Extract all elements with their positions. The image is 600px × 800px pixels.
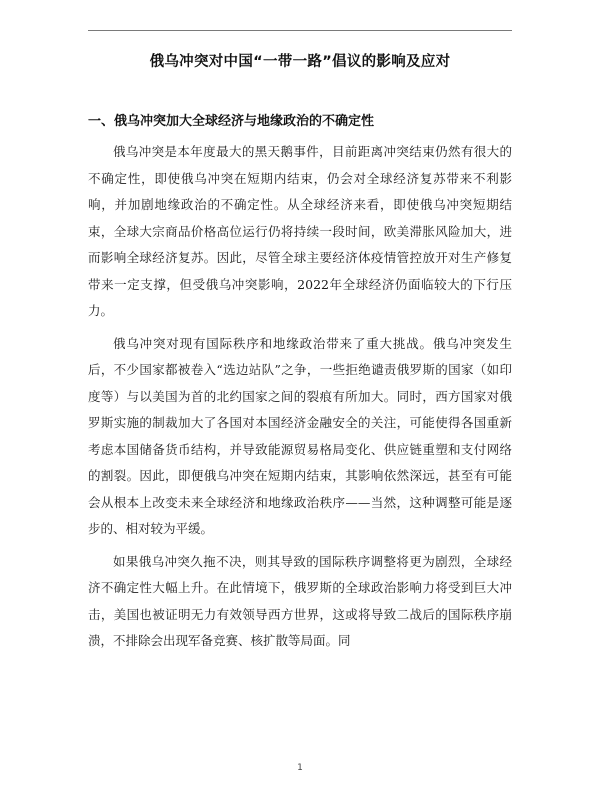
section-heading: 一、俄乌冲突加大全球经济与地缘政治的不确定性 xyxy=(88,114,375,129)
document-page xyxy=(88,52,512,655)
document-title: 俄乌冲突对中国“一带一路”倡议的影响及应对 xyxy=(149,54,451,70)
body-paragraph-1: 俄乌冲突是本年度最大的黑天鹅事件，目前距离冲突结束仍然有很大的不确定性，即使俄乌冲突在短期内结束，仍会对全球经济复苏带来不利影响，并加剧地缘政治的不确定性。从全球经济来看，即使俄乌冲突短期结束，全球大宗商品价格高位运行仍将持续一段时间，欧美滞胀风险加大，进而影响全球经济复苏。因此，尽管全球主要经济体疫情管控放开对生产修复带来一定支撑，但受俄乌冲突影响，2022年全球经济仍面临较大的下行压力。 xyxy=(88,144,512,318)
header-rule xyxy=(88,30,512,31)
body-paragraph-2: 俄乌冲突对现有国际秩序和地缘政治带来了重大挑战。俄乌冲突发生后，不少国家都被卷入“选边站队”之争，一些拒绝谴责俄罗斯的国家（如印度等）与以美国为首的北约国家之间的裂痕有所加大。同时，西方国家对俄罗斯实施的制裁加大了各国对本国经济金融安全的关注，可能使得各国重新考虑本国储备货币结构，并导致能源贸易格局变化、供应链重塑和支付网络的割裂。因此，即便俄乌冲突在短期内结束，其影响依然深远，甚至有可能会从根本上改变未来全球经济和地缘政治秩序——当然，这种调整可能是逐步的、相对较为平缓。 xyxy=(88,335,512,536)
body-paragraph-3: 如果俄乌冲突久拖不决，则其导致的国际秩序调整将更为剧烈，全球经济不确定性大幅上升。在此情境下，俄罗斯的全球政治影响力将受到巨大冲击，美国也被证明无力有效领导西方世界，这或将导致二战后的国际秩序崩溃，不排除会出现军备竞赛、核扩散等局面。同 xyxy=(88,553,512,648)
page-number: 1 xyxy=(297,763,303,773)
